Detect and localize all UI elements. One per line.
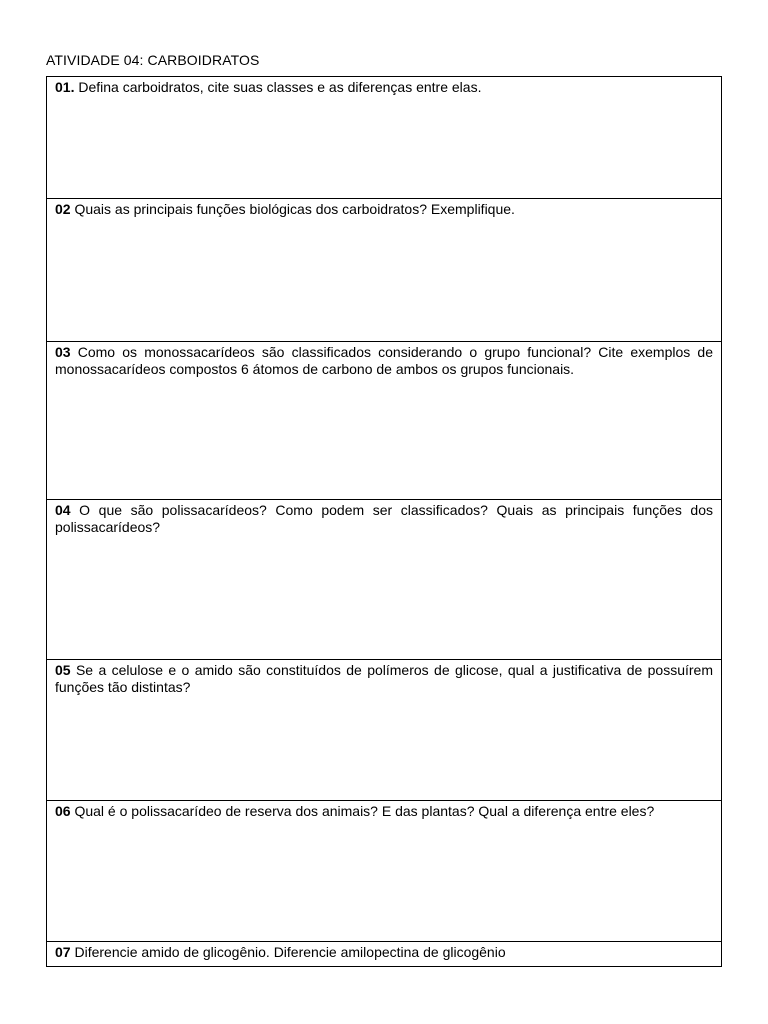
page-title: ATIVIDADE 04: CARBOIDRATOS [46,52,260,68]
question-cell-04[interactable] [47,500,722,660]
question-row-05 [47,660,722,801]
question-cell-02[interactable] [47,199,722,342]
question-text: Quais as principais funções biológicas dos carboidratos? Exemplifique. [74,201,515,217]
question-row-06 [47,801,722,942]
question-cell-05[interactable] [47,660,722,801]
question-number: 03 [55,344,71,360]
question-number: 07 [55,944,71,960]
question-row-04 [47,500,722,660]
question-number: 04 [55,502,71,518]
question-row-01 [47,77,722,199]
question-text: O que são polissacarídeos? Como podem ser classificados? Quais as principais funções dos polissacarídeos? [55,502,713,535]
question-number: 02 [55,201,71,217]
question-cell-03[interactable] [47,342,722,500]
question-text: Se a celulose e o amido são constituídos de polímeros de glicose, qual a justificativa de possuírem funções tão distintas? [55,662,714,695]
question-text: Defina carboidratos, cite suas classes e as diferenças entre elas. [78,79,482,95]
question-text: Diferencie amido de glicogênio. Diferencie amilopectina de glicogênio [74,944,506,960]
question-number: 05 [55,662,71,678]
question-cell-06[interactable] [47,801,722,942]
question-row-02 [47,199,722,342]
question-text: Como os monossacarídeos são classificados considerando o grupo funcional? Cite exemplos de monossacarídeos compostos 6 átomos de carbono de ambos os grupos funcionais. [55,344,713,377]
question-cell-07[interactable] [47,942,722,967]
question-row-07 [47,942,722,967]
question-number: 06 [55,803,71,819]
question-table [46,76,722,967]
question-number: 01. [55,79,75,95]
question-text: Qual é o polissacarídeo de reserva dos animais? E das plantas? Qual a diferença entre eles? [74,803,655,819]
question-row-03 [47,342,722,500]
question-cell-01[interactable] [47,77,722,199]
